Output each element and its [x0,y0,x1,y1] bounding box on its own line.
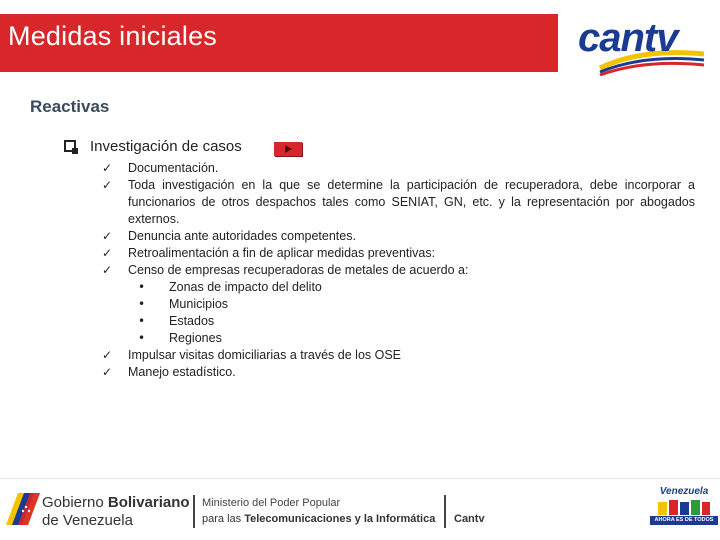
sub-list-item-text: Municipios [169,297,229,311]
list-item-text: Documentación. [128,161,219,175]
list-item [100,347,695,364]
checkmark-icon: ✓ [101,348,113,362]
cantv-footer-label: Cantv [454,513,485,525]
sub-list-item-text: Regiones [169,331,222,345]
cantv-logo [572,14,712,76]
checkmark-icon: ✓ [101,161,113,175]
venezuela-flag-emblem [4,489,42,529]
checkmark-icon: ✓ [101,365,113,379]
venezuela-wordmark: Venezuela [659,486,709,497]
list-item-text: Retroalimentación a fin de aplicar medidas preventivas: [128,246,436,260]
checkmark-icon: ✓ [101,246,113,260]
ministry-line1: Ministerio del Poder Popular [202,497,341,509]
venezuela-tagline: AHORA ES DE TODOS [650,516,718,525]
bullet-icon: • [138,280,146,294]
list-item-text: Denuncia ante autoridades competentes. [128,229,356,243]
venezuela-ahora-es-de-todos-logo [650,486,718,526]
list-item [100,177,695,228]
checkmark-icon: ✓ [101,263,113,277]
footer-separator [193,495,195,528]
list-item [100,262,695,279]
checkmark-icon: ✓ [101,178,113,192]
gov-name-line2: de Venezuela [42,512,133,529]
sub-list-item [100,313,695,330]
list-item [100,364,695,381]
list-item [100,160,695,177]
bullet-icon: • [138,331,146,345]
sub-list-item [100,296,695,313]
list-item [100,228,695,245]
play-arrow-icon[interactable] [274,142,302,156]
sub-list-item [100,330,695,347]
list-item [100,245,695,262]
cantv-wordmark: cantv [578,16,678,60]
item-list [100,160,695,381]
investigation-heading: Investigación de casos [90,138,242,155]
people-figures-graphic [656,498,712,516]
bullet-icon: • [138,314,146,328]
section-heading: Reactivas [30,97,110,116]
footer-divider [0,478,720,479]
slide-title: Medidas iniciales [8,21,217,51]
sub-list-item [100,279,695,296]
sub-list-item-text: Zonas de impacto del delito [169,280,322,294]
ministry-line2: para las Telecomunicaciones y la Informática [202,513,436,525]
list-item-text: Manejo estadístico. [128,365,236,379]
checkmark-icon: ✓ [101,229,113,243]
footer-separator [444,495,446,528]
square-bullet-icon [64,140,76,152]
list-item-text: Toda investigación en la que se determine la participación de recuperadora, debe incorporar a funcionarios de otros despachos tales como SENIAT, GN, etc. y la representación por abogados externos. [128,178,695,226]
gov-name-line1: Gobierno Bolivariano [42,494,190,511]
list-item-text: Censo de empresas recuperadoras de metales de acuerdo a: [128,263,469,277]
bullet-icon: • [138,297,146,311]
list-item-text: Impulsar visitas domiciliarias a través de los OSE [128,348,402,362]
sub-list-item-text: Estados [169,314,215,328]
